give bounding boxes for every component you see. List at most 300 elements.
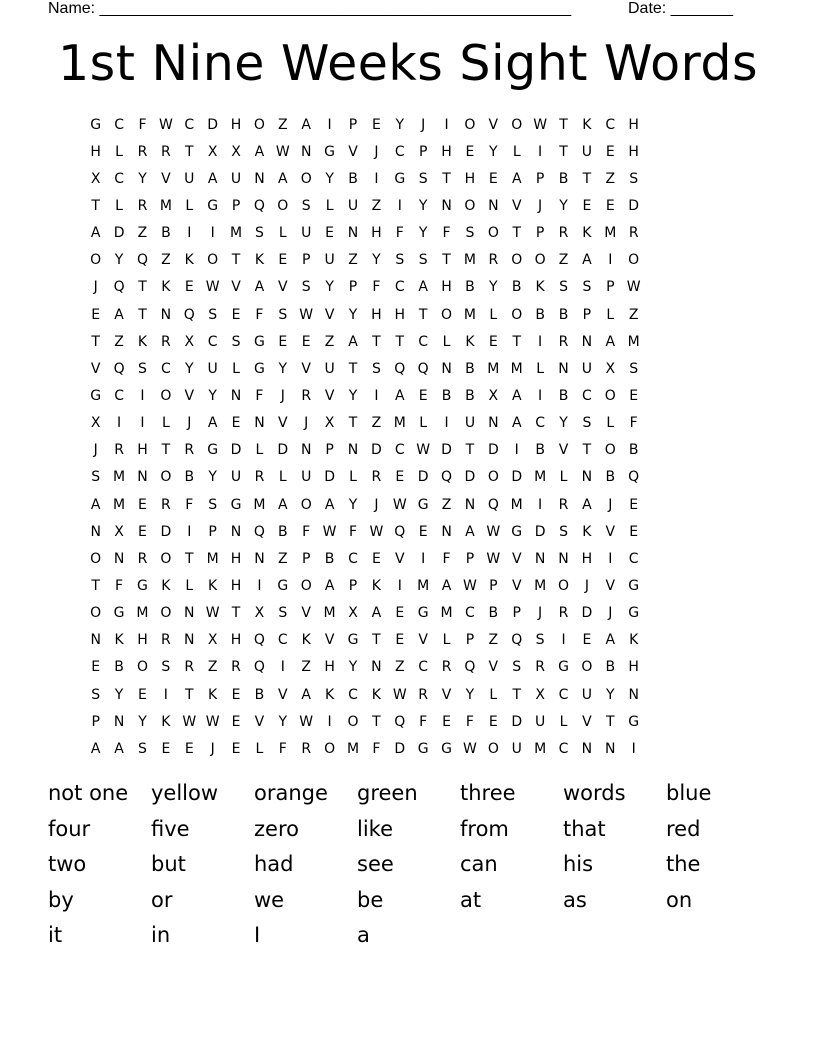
grid-letter[interactable]: Y	[418, 197, 428, 214]
grid-letter[interactable]: X	[207, 143, 218, 160]
grid-letter[interactable]: Q	[183, 306, 195, 323]
grid-letter[interactable]: L	[325, 197, 334, 214]
grid-letter[interactable]: L	[349, 469, 357, 486]
grid-letter[interactable]: U	[230, 170, 242, 187]
grid-letter[interactable]: K	[582, 523, 592, 540]
grid-letter[interactable]: K	[465, 333, 475, 350]
grid-letter[interactable]: O	[557, 577, 570, 594]
grid-letter[interactable]: B	[465, 387, 475, 404]
grid-letter[interactable]: T	[512, 333, 521, 350]
grid-letter[interactable]: Y	[348, 659, 358, 676]
grid-letter[interactable]: H	[441, 279, 452, 296]
grid-letter[interactable]: G	[511, 523, 523, 540]
grid-letter[interactable]: C	[465, 605, 475, 622]
grid-letter[interactable]: I	[397, 577, 402, 594]
grid-letter[interactable]: N	[534, 550, 546, 567]
grid-letter[interactable]: E	[184, 279, 194, 296]
grid-letter[interactable]: W	[275, 143, 290, 160]
grid-letter[interactable]: N	[184, 632, 195, 649]
grid-letter[interactable]: W	[322, 523, 337, 540]
grid-letter[interactable]: Q	[253, 632, 265, 649]
grid-letter[interactable]: D	[394, 740, 406, 757]
grid-letter[interactable]: W	[158, 116, 173, 133]
grid-letter[interactable]: B	[348, 170, 358, 187]
grid-letter[interactable]: Y	[348, 306, 358, 323]
grid-letter[interactable]: D	[464, 469, 476, 486]
grid-letter[interactable]: B	[278, 523, 288, 540]
grid-letter[interactable]: N	[628, 686, 639, 703]
grid-letter[interactable]: N	[184, 605, 195, 622]
grid-letter[interactable]: D	[511, 713, 523, 730]
grid-letter[interactable]: M	[346, 740, 360, 757]
grid-letter[interactable]: G	[347, 632, 359, 649]
grid-letter[interactable]: D	[277, 442, 289, 459]
grid-letter[interactable]: A	[207, 170, 218, 187]
grid-letter[interactable]: P	[348, 279, 358, 296]
grid-letter[interactable]: F	[372, 740, 381, 757]
grid-letter[interactable]: E	[465, 143, 475, 160]
grid-letter[interactable]: E	[91, 659, 101, 676]
grid-letter[interactable]: T	[184, 143, 194, 160]
grid-letter[interactable]: J	[538, 197, 543, 214]
grid-letter[interactable]: S	[418, 252, 428, 269]
grid-letter[interactable]: W	[416, 442, 431, 459]
grid-letter[interactable]: T	[442, 252, 451, 269]
grid-letter[interactable]: L	[606, 415, 615, 432]
grid-letter[interactable]: E	[161, 740, 171, 757]
grid-letter[interactable]: B	[628, 442, 639, 459]
grid-letter[interactable]: V	[278, 415, 288, 432]
grid-letter[interactable]: T	[582, 442, 592, 459]
grid-letter[interactable]: W	[533, 116, 548, 133]
grid-letter[interactable]: R	[231, 659, 241, 676]
grid-letter[interactable]: Y	[559, 415, 568, 432]
grid-letter[interactable]: E	[138, 686, 147, 703]
grid-letter[interactable]: E	[231, 740, 241, 757]
grid-letter[interactable]: B	[324, 550, 335, 567]
grid-letter[interactable]: G	[277, 577, 289, 594]
grid-letter[interactable]: J	[93, 279, 98, 296]
grid-letter[interactable]: H	[628, 116, 639, 133]
grid-letter[interactable]: X	[184, 333, 195, 350]
grid-letter[interactable]: K	[371, 577, 381, 594]
grid-letter[interactable]: B	[558, 306, 569, 323]
grid-letter[interactable]: I	[187, 225, 192, 242]
grid-letter[interactable]: A	[394, 387, 405, 404]
grid-letter[interactable]: O	[581, 659, 593, 676]
grid-letter[interactable]: V	[488, 659, 499, 676]
grid-letter[interactable]: V	[488, 116, 499, 133]
grid-letter[interactable]: T	[231, 252, 241, 269]
grid-letter[interactable]: H	[441, 143, 452, 160]
grid-letter[interactable]: Z	[488, 632, 499, 649]
grid-letter[interactable]: X	[90, 170, 101, 187]
grid-letter[interactable]: V	[161, 170, 171, 187]
grid-letter[interactable]: K	[325, 686, 335, 703]
grid-letter[interactable]: E	[91, 306, 101, 323]
grid-letter[interactable]: I	[608, 252, 613, 269]
grid-letter[interactable]: U	[301, 225, 312, 242]
grid-letter[interactable]: C	[277, 632, 288, 649]
grid-letter[interactable]: F	[278, 740, 287, 757]
grid-letter[interactable]: Y	[325, 279, 334, 296]
grid-letter[interactable]: O	[511, 252, 523, 269]
grid-letter[interactable]: O	[511, 116, 523, 133]
grid-letter[interactable]: O	[487, 469, 499, 486]
grid-letter[interactable]: S	[301, 197, 311, 214]
grid-letter[interactable]: P	[348, 577, 358, 594]
name-field[interactable]: Name: _____________________________________________________	[48, 0, 572, 17]
grid-letter[interactable]: E	[231, 686, 241, 703]
grid-letter[interactable]: C	[184, 116, 195, 133]
grid-letter[interactable]: E	[278, 333, 288, 350]
grid-letter[interactable]: A	[441, 577, 452, 594]
grid-letter[interactable]: C	[114, 387, 124, 404]
grid-letter[interactable]: E	[278, 252, 288, 269]
grid-letter[interactable]: K	[582, 225, 592, 242]
grid-letter[interactable]: W	[486, 550, 501, 567]
grid-letter[interactable]: N	[581, 469, 593, 486]
grid-letter[interactable]: T	[138, 306, 147, 323]
grid-letter[interactable]: C	[394, 279, 405, 296]
grid-letter[interactable]: L	[489, 686, 498, 703]
grid-letter[interactable]: Z	[301, 659, 311, 676]
grid-letter[interactable]: U	[581, 686, 593, 703]
grid-letter[interactable]: C	[348, 550, 358, 567]
grid-letter[interactable]: K	[582, 116, 592, 133]
grid-letter[interactable]: S	[559, 279, 568, 296]
grid-letter[interactable]: N	[371, 659, 382, 676]
grid-letter[interactable]: X	[90, 415, 101, 432]
grid-letter[interactable]: D	[511, 469, 523, 486]
grid-letter[interactable]: F	[372, 279, 381, 296]
grid-letter[interactable]: A	[324, 496, 335, 513]
grid-letter[interactable]: X	[114, 523, 124, 540]
grid-letter[interactable]: Z	[278, 550, 288, 567]
grid-letter[interactable]: R	[535, 659, 545, 676]
grid-letter[interactable]: K	[208, 686, 218, 703]
grid-letter[interactable]: W	[392, 496, 407, 513]
grid-letter[interactable]: T	[606, 713, 615, 730]
grid-letter[interactable]: V	[254, 713, 265, 730]
grid-letter[interactable]: N	[581, 333, 593, 350]
grid-letter[interactable]: H	[137, 632, 148, 649]
grid-letter[interactable]: X	[231, 143, 241, 160]
grid-letter[interactable]: E	[325, 225, 335, 242]
grid-letter[interactable]: M	[627, 333, 640, 350]
grid-letter[interactable]: J	[421, 116, 426, 133]
grid-letter[interactable]: P	[512, 605, 521, 622]
grid-letter[interactable]: O	[160, 550, 172, 567]
grid-letter[interactable]: L	[185, 577, 194, 594]
grid-letter[interactable]: D	[417, 469, 429, 486]
grid-letter[interactable]: N	[300, 442, 312, 459]
grid-letter[interactable]: V	[324, 306, 335, 323]
grid-letter[interactable]: O	[487, 225, 499, 242]
grid-letter[interactable]: R	[628, 225, 639, 242]
grid-letter[interactable]: S	[582, 415, 592, 432]
grid-letter[interactable]: H	[581, 550, 593, 567]
grid-letter[interactable]: L	[419, 415, 428, 432]
grid-letter[interactable]: M	[510, 360, 523, 377]
grid-letter[interactable]: O	[464, 116, 476, 133]
grid-letter[interactable]: R	[441, 659, 452, 676]
grid-letter[interactable]: N	[558, 360, 569, 377]
grid-letter[interactable]: O	[534, 252, 546, 269]
grid-letter[interactable]: Q	[136, 252, 148, 269]
grid-letter[interactable]: T	[418, 306, 428, 323]
grid-letter[interactable]: H	[628, 143, 639, 160]
grid-letter[interactable]: C	[114, 170, 124, 187]
grid-letter[interactable]: Y	[114, 686, 124, 703]
grid-letter[interactable]: S	[395, 252, 405, 269]
grid-letter[interactable]: F	[255, 387, 264, 404]
grid-letter[interactable]: A	[511, 415, 522, 432]
grid-letter[interactable]: W	[486, 523, 501, 540]
grid-letter[interactable]: N	[254, 415, 265, 432]
grid-letter[interactable]: N	[441, 360, 452, 377]
grid-letter[interactable]: T	[184, 550, 194, 567]
grid-letter[interactable]: I	[514, 442, 519, 459]
grid-letter[interactable]: Q	[113, 279, 125, 296]
grid-letter[interactable]: A	[90, 225, 101, 242]
grid-letter[interactable]: Z	[394, 659, 405, 676]
grid-letter[interactable]: P	[91, 713, 100, 730]
grid-letter[interactable]: R	[137, 143, 148, 160]
grid-letter[interactable]: O	[324, 740, 336, 757]
grid-letter[interactable]: F	[138, 116, 147, 133]
grid-letter[interactable]: V	[278, 279, 288, 296]
grid-letter[interactable]: I	[140, 415, 145, 432]
grid-letter[interactable]: R	[184, 659, 195, 676]
grid-letter[interactable]: I	[608, 550, 613, 567]
grid-letter[interactable]: I	[163, 686, 168, 703]
grid-letter[interactable]: T	[512, 225, 521, 242]
grid-letter[interactable]: F	[465, 713, 474, 730]
grid-letter[interactable]: Y	[348, 496, 358, 513]
grid-letter[interactable]: W	[392, 686, 407, 703]
grid-letter[interactable]: C	[418, 659, 429, 676]
grid-letter[interactable]: C	[394, 442, 405, 459]
grid-letter[interactable]: W	[626, 279, 641, 296]
grid-letter[interactable]: B	[465, 360, 475, 377]
grid-letter[interactable]: W	[205, 713, 220, 730]
grid-letter[interactable]: R	[137, 197, 148, 214]
grid-letter[interactable]: M	[440, 605, 453, 622]
grid-letter[interactable]: K	[254, 252, 265, 269]
grid-letter[interactable]: I	[117, 415, 122, 432]
grid-letter[interactable]: R	[161, 143, 171, 160]
grid-letter[interactable]: Q	[487, 496, 499, 513]
grid-letter[interactable]: J	[210, 740, 215, 757]
grid-letter[interactable]: M	[159, 197, 172, 214]
grid-letter[interactable]: S	[559, 523, 568, 540]
grid-letter[interactable]: D	[160, 523, 172, 540]
grid-letter[interactable]: O	[628, 252, 640, 269]
grid-letter[interactable]: R	[301, 740, 312, 757]
grid-letter[interactable]: O	[160, 469, 172, 486]
grid-letter[interactable]: I	[421, 550, 426, 567]
grid-letter[interactable]: Y	[278, 360, 288, 377]
grid-letter[interactable]: U	[511, 740, 522, 757]
grid-letter[interactable]: B	[114, 659, 124, 676]
grid-letter[interactable]: J	[374, 496, 379, 513]
grid-letter[interactable]: G	[90, 387, 102, 404]
grid-letter[interactable]: Q	[464, 659, 476, 676]
grid-letter[interactable]: S	[91, 686, 101, 703]
grid-letter[interactable]: K	[629, 632, 639, 649]
grid-letter[interactable]: L	[442, 632, 451, 649]
grid-letter[interactable]: N	[488, 415, 499, 432]
grid-letter[interactable]: K	[208, 577, 218, 594]
grid-letter[interactable]: K	[161, 279, 171, 296]
grid-letter[interactable]: O	[160, 605, 172, 622]
grid-letter[interactable]: T	[138, 279, 147, 296]
grid-letter[interactable]: V	[418, 632, 428, 649]
grid-letter[interactable]: Q	[394, 713, 406, 730]
grid-letter[interactable]: D	[324, 469, 335, 486]
grid-letter[interactable]: K	[137, 333, 148, 350]
grid-letter[interactable]: L	[536, 360, 545, 377]
grid-letter[interactable]: S	[582, 279, 592, 296]
grid-letter[interactable]: R	[558, 496, 569, 513]
grid-letter[interactable]: E	[301, 333, 311, 350]
grid-letter[interactable]: X	[535, 686, 545, 703]
grid-letter[interactable]: I	[631, 740, 636, 757]
grid-letter[interactable]: S	[138, 740, 147, 757]
grid-letter[interactable]: R	[161, 333, 171, 350]
grid-letter[interactable]: A	[90, 740, 101, 757]
grid-letter[interactable]: E	[488, 170, 498, 187]
grid-letter[interactable]: G	[628, 577, 640, 594]
grid-letter[interactable]: L	[559, 469, 568, 486]
grid-letter[interactable]: P	[465, 550, 475, 567]
grid-letter[interactable]: G	[417, 605, 429, 622]
grid-letter[interactable]: B	[535, 442, 545, 459]
grid-letter[interactable]: O	[604, 387, 616, 404]
grid-letter[interactable]: E	[231, 713, 241, 730]
grid-letter[interactable]: V	[301, 360, 311, 377]
grid-letter[interactable]: J	[608, 496, 613, 513]
grid-letter[interactable]: Q	[417, 360, 429, 377]
grid-letter[interactable]: J	[608, 605, 613, 622]
grid-letter[interactable]: I	[444, 415, 449, 432]
grid-letter[interactable]: B	[161, 225, 171, 242]
grid-letter[interactable]: R	[161, 632, 171, 649]
grid-letter[interactable]: A	[301, 116, 311, 133]
grid-letter[interactable]: S	[231, 333, 241, 350]
grid-letter[interactable]: C	[558, 740, 569, 757]
grid-letter[interactable]: D	[628, 197, 640, 214]
grid-letter[interactable]: I	[444, 116, 449, 133]
grid-letter[interactable]: R	[488, 252, 499, 269]
grid-letter[interactable]: K	[184, 252, 194, 269]
grid-letter[interactable]: F	[348, 523, 358, 540]
grid-letter[interactable]: N	[113, 713, 125, 730]
grid-letter[interactable]: G	[254, 333, 265, 350]
grid-letter[interactable]: W	[205, 605, 220, 622]
grid-letter[interactable]: A	[278, 170, 288, 187]
grid-letter[interactable]: N	[254, 550, 265, 567]
grid-letter[interactable]: P	[606, 279, 615, 296]
grid-letter[interactable]: L	[278, 225, 287, 242]
grid-letter[interactable]: O	[441, 306, 453, 323]
grid-letter[interactable]: A	[348, 333, 358, 350]
grid-letter[interactable]: L	[161, 415, 170, 432]
grid-letter[interactable]: G	[394, 170, 406, 187]
grid-letter[interactable]: Y	[489, 143, 498, 160]
grid-letter[interactable]: Y	[489, 279, 498, 296]
grid-letter[interactable]: S	[371, 360, 381, 377]
grid-letter[interactable]: O	[90, 550, 102, 567]
grid-letter[interactable]: G	[628, 713, 640, 730]
grid-letter[interactable]: Y	[418, 225, 428, 242]
grid-letter[interactable]: S	[301, 279, 311, 296]
grid-letter[interactable]: N	[558, 550, 569, 567]
grid-letter[interactable]: L	[255, 442, 264, 459]
grid-letter[interactable]: L	[185, 197, 194, 214]
grid-letter[interactable]: F	[185, 496, 194, 513]
grid-letter[interactable]: Q	[511, 632, 523, 649]
grid-letter[interactable]: C	[114, 116, 124, 133]
grid-letter[interactable]: D	[441, 442, 452, 459]
grid-letter[interactable]: G	[417, 496, 429, 513]
grid-letter[interactable]: B	[558, 387, 569, 404]
grid-letter[interactable]: C	[582, 387, 592, 404]
grid-letter[interactable]: M	[417, 577, 430, 594]
grid-letter[interactable]: I	[374, 387, 379, 404]
grid-letter[interactable]: O	[487, 740, 499, 757]
grid-letter[interactable]: L	[232, 360, 240, 377]
grid-letter[interactable]: I	[561, 632, 566, 649]
grid-letter[interactable]: J	[93, 442, 98, 459]
grid-letter[interactable]: Y	[395, 116, 405, 133]
grid-letter[interactable]: D	[370, 442, 382, 459]
grid-letter[interactable]: A	[511, 170, 522, 187]
grid-letter[interactable]: E	[418, 523, 428, 540]
grid-letter[interactable]: X	[254, 605, 265, 622]
grid-letter[interactable]: G	[207, 442, 219, 459]
grid-letter[interactable]: Q	[253, 197, 265, 214]
grid-letter[interactable]: F	[442, 225, 451, 242]
grid-letter[interactable]: S	[254, 225, 264, 242]
grid-letter[interactable]: Z	[114, 333, 124, 350]
grid-letter[interactable]: O	[300, 170, 312, 187]
grid-letter[interactable]: P	[465, 632, 475, 649]
grid-letter[interactable]: N	[441, 523, 452, 540]
grid-letter[interactable]: M	[323, 605, 336, 622]
grid-letter[interactable]: W	[463, 740, 477, 757]
grid-letter[interactable]: V	[348, 143, 358, 160]
grid-letter[interactable]: L	[278, 469, 287, 486]
grid-letter[interactable]: X	[207, 632, 218, 649]
grid-letter[interactable]: C	[628, 550, 639, 567]
grid-letter[interactable]: S	[512, 659, 522, 676]
grid-letter[interactable]: O	[90, 605, 102, 622]
grid-letter[interactable]: G	[254, 360, 265, 377]
grid-letter[interactable]: O	[300, 496, 312, 513]
grid-letter[interactable]: V	[511, 550, 522, 567]
grid-letter[interactable]: V	[90, 360, 101, 377]
grid-letter[interactable]: L	[512, 143, 521, 160]
grid-letter[interactable]: P	[418, 143, 428, 160]
grid-letter[interactable]: I	[327, 713, 332, 730]
grid-letter[interactable]: G	[230, 496, 242, 513]
grid-letter[interactable]: N	[90, 632, 101, 649]
grid-letter[interactable]: U	[184, 170, 195, 187]
grid-letter[interactable]: O	[464, 197, 476, 214]
grid-letter[interactable]: A	[511, 387, 522, 404]
